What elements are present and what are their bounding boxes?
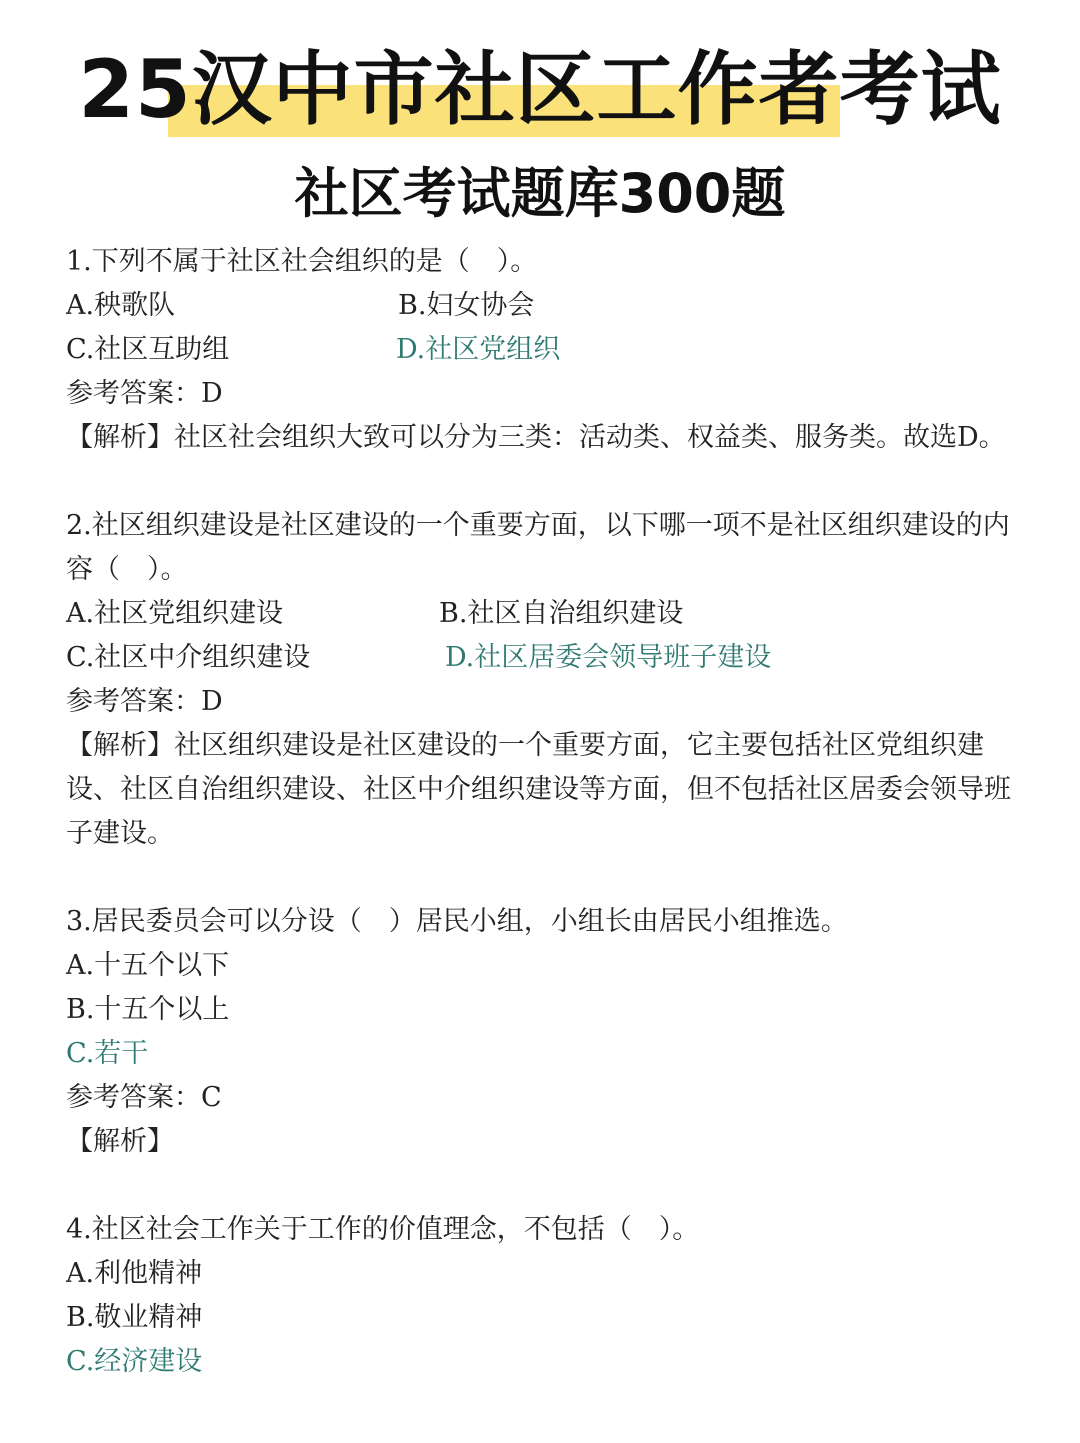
question-1-answer: 参考答案：D bbox=[66, 378, 223, 409]
question-2-options-row-1 bbox=[66, 592, 1036, 636]
question-2-options-row-2 bbox=[66, 636, 1036, 680]
question-2-option-c: C.社区中介组织建设 bbox=[66, 642, 311, 673]
question-4-option-a: A.利他精神 bbox=[66, 1258, 203, 1289]
question-2-analysis: 【解析】社区组织建设是社区建设的一个重要方面，它主要包括社区党组织建设、社区自治组织建设、社区中介组织建设等方面，但不包括社区居委会领导班子建设。 bbox=[66, 730, 1011, 849]
question-2-option-a: A.社区党组织建设 bbox=[66, 598, 284, 629]
question-1-stem: 1.下列不属于社区社会组织的是（ ）。 bbox=[66, 246, 538, 277]
question-1-option-c: C.社区互助组 bbox=[66, 334, 230, 365]
spacer bbox=[66, 856, 1036, 900]
page-subtitle: 社区考试题库300题 bbox=[294, 162, 786, 225]
question-1-option-d-correct: D.社区党组织 bbox=[396, 334, 561, 365]
question-2-option-b: B.社区自治组织建设 bbox=[439, 598, 684, 629]
question-4-stem: 4.社区社会工作关于工作的价值理念，不包括（ ）。 bbox=[66, 1214, 700, 1245]
title-wrap bbox=[0, 40, 1080, 140]
question-1-option-b: B.妇女协会 bbox=[398, 290, 535, 321]
spacer bbox=[66, 460, 1036, 504]
question-4-option-b: B.敬业精神 bbox=[66, 1302, 203, 1333]
question-2-option-d-correct: D.社区居委会领导班子建设 bbox=[445, 642, 772, 673]
spacer bbox=[66, 1164, 1036, 1208]
question-1-option-a: A.秧歌队 bbox=[66, 290, 176, 321]
page-title: 25汉中市社区工作者考试 bbox=[78, 43, 1002, 136]
question-3-answer: 参考答案：C bbox=[66, 1082, 222, 1113]
question-list bbox=[66, 240, 1036, 1384]
question-3-option-b: B.十五个以上 bbox=[66, 994, 230, 1025]
question-1-options-row-1 bbox=[66, 284, 1036, 328]
question-4-option-c-correct: C.经济建设 bbox=[66, 1346, 203, 1377]
question-2-stem: 2.社区组织建设是社区建设的一个重要方面，以下哪一项不是社区组织建设的内容（ ）。 bbox=[66, 510, 1010, 585]
question-3-option-a: A.十五个以下 bbox=[66, 950, 230, 981]
question-1-options-row-2 bbox=[66, 328, 1036, 372]
question-2-answer: 参考答案：D bbox=[66, 686, 223, 717]
question-3-stem: 3.居民委员会可以分设（ ）居民小组，小组长由居民小组推选。 bbox=[66, 906, 848, 937]
question-1-analysis: 【解析】社区社会组织大致可以分为三类：活动类、权益类、服务类。故选D。 bbox=[66, 422, 1006, 453]
question-3-option-c-correct: C.若干 bbox=[66, 1038, 149, 1069]
question-3-analysis: 【解析】 bbox=[66, 1126, 174, 1157]
